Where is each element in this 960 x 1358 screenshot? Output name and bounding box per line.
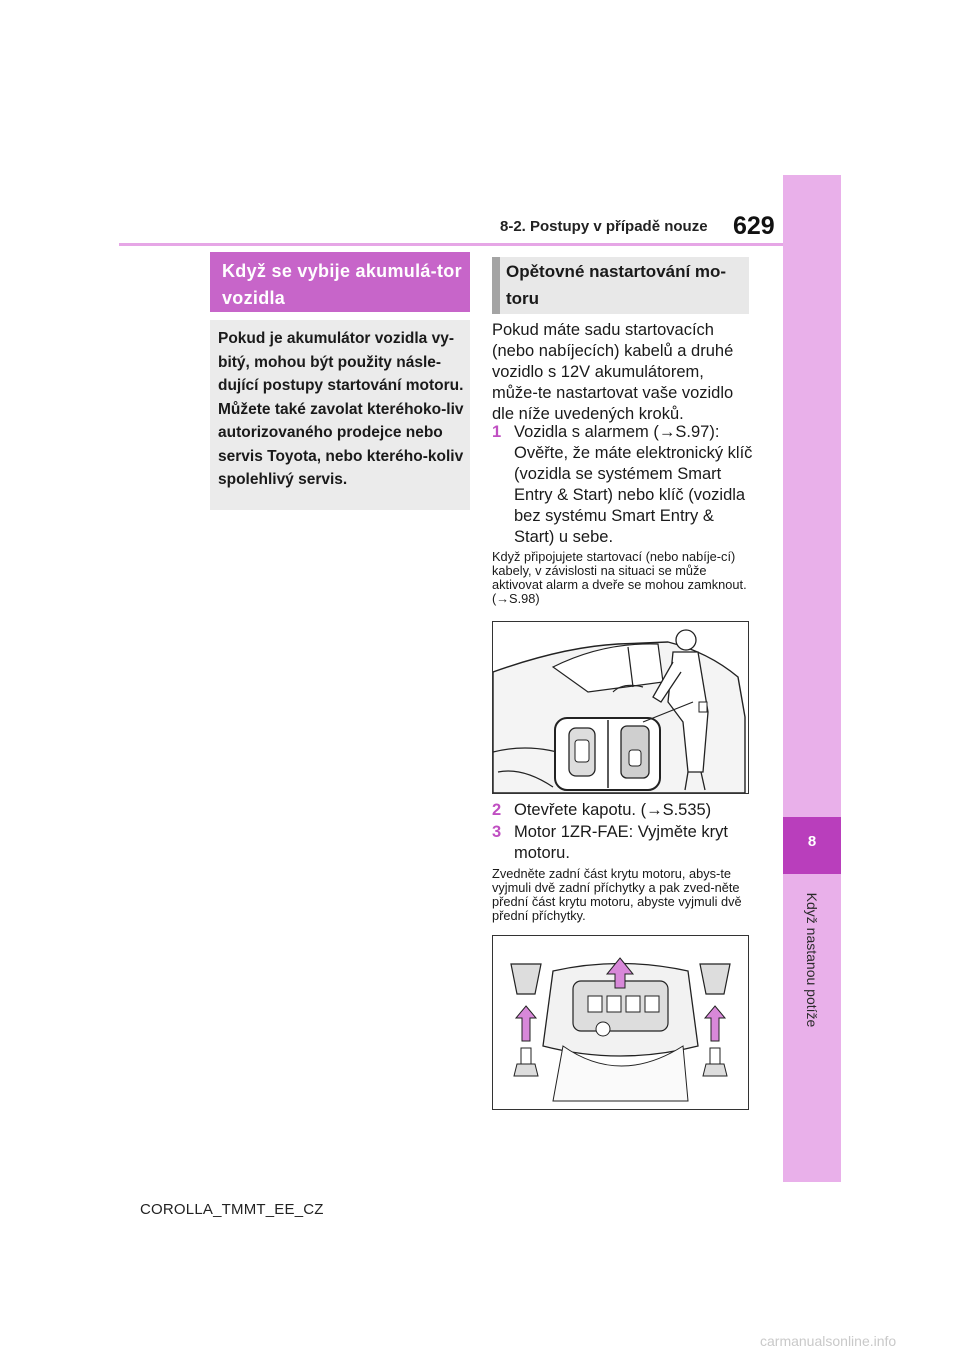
illustration-person-with-key xyxy=(492,621,749,794)
page-number: 629 xyxy=(733,212,775,240)
step-1 xyxy=(492,422,754,552)
footer-doc-code: COROLLA_TMMT_EE_CZ xyxy=(140,1201,324,1218)
step-text: Otevřete kapotu. (→S.535) xyxy=(514,801,712,819)
step-2 xyxy=(492,800,754,822)
step-number: 3 xyxy=(492,823,502,841)
step-text: Motor 1ZR-FAE: Vyjměte kryt motoru. xyxy=(514,823,728,862)
chapter-label: Když nastanou potíže xyxy=(804,892,820,1028)
left-note-text: Pokud je akumulátor vozidla vy-bitý, mohou být použity násle-dující postupy startování motoru. Můžete také zavolat kteréhoko-liv autorizovaného prodejce nebo servis Toyota, nebo kterého-koliv spolehlivý servis. xyxy=(218,330,464,488)
chapter-number: 8 xyxy=(807,833,817,850)
step-3 xyxy=(492,822,754,864)
side-tab-band xyxy=(783,175,841,1182)
right-section-title: Opětovné nastartování mo-toru xyxy=(506,262,727,308)
intro-paragraph: Pokud máte sadu startovacích (nebo nabíjecích) kabelů a druhé vozidlo s 12V akumulátorem, může-te nastartovat vaše vozidlo dle níže uvedených kroků. xyxy=(492,321,734,423)
step-1-note: Když připojujete startovací (nebo nabíje-cí) kabely, v závislosti na situaci se může aktivovat alarm a dveře se mohou zamknout. (→S.98) xyxy=(492,549,747,606)
right-section-title-bar xyxy=(492,257,500,314)
illustration-engine-cover xyxy=(492,935,749,1110)
step-number: 2 xyxy=(492,801,502,819)
left-section-title: Když se vybije akumulá-tor vozidla xyxy=(222,261,462,308)
watermark: carmanualsonline.info xyxy=(760,1333,897,1349)
step-3-note: Zvedněte zadní část krytu motoru, abys-te vyjmuli dvě zadní příchytky a pak zved-něte přední část krytu motoru, abyste vyjmuli dvě přední příchytky. xyxy=(492,866,742,923)
section-title: 8-2. Postupy v případě nouze xyxy=(500,218,708,235)
header-rule xyxy=(119,243,783,246)
step-text: Vozidla s alarmem (→S.97): Ověřte, že máte elektronický klíč (vozidla se systémem Smart Entry & Start) nebo klíč (vozidla bez systému Smart Entry & Start) u sebe. xyxy=(514,423,753,546)
step-number: 1 xyxy=(492,423,502,441)
